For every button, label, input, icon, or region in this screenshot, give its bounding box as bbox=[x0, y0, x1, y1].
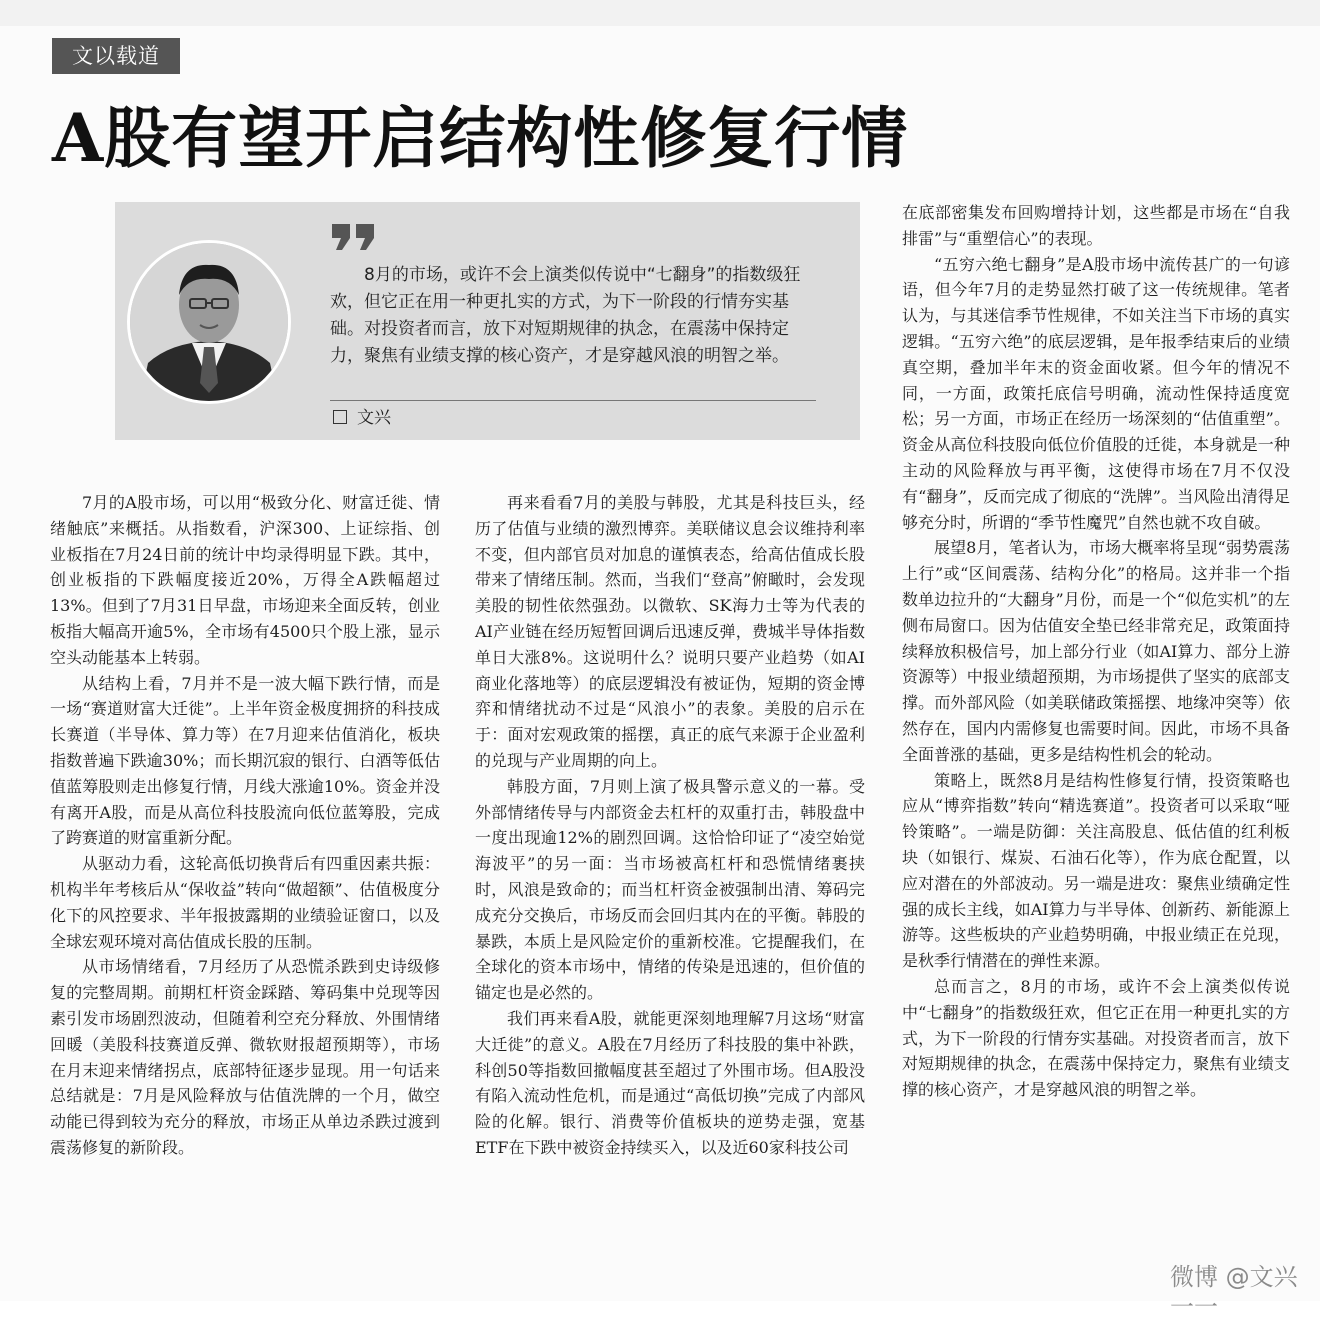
article-column-2 bbox=[475, 490, 865, 1161]
author-portrait bbox=[127, 240, 291, 404]
page-top-strip bbox=[0, 0, 1320, 26]
paragraph: 从市场情绪看，7月经历了从恐慌杀跌到史诗级修复的完整周期。前期杠杆资金踩踏、筹码集中兑现等因素引发市场剧烈波动，但随着利空充分释放、外围情绪回暖（美股科技赛道反弹、微软财报超预期等），市场在月末迎来情绪拐点，底部特征逐步显现。用一句话来总结就是：7月是风险释放与估值洗牌的一个月，做空动能已得到较为充分的释放，市场正从单边杀跌过渡到震荡修复的新阶段。 bbox=[50, 957, 440, 1157]
author-name: 文兴 bbox=[357, 408, 391, 428]
article-column-3 bbox=[902, 200, 1290, 1103]
article-column-1 bbox=[50, 490, 440, 1161]
author-byline bbox=[333, 405, 391, 431]
paragraph: 从驱动力看，这轮高低切换背后有四重因素共振：机构半年考核后从“保收益”转向“做超额”、估值极度分化下的风控要求、半年报披露期的业绩验证窗口，以及全球宏观环境对高估值成长股的压制。 bbox=[50, 854, 440, 951]
section-tag: 文以载道 bbox=[52, 38, 180, 74]
summary-divider bbox=[330, 400, 816, 401]
paragraph: 总而言之，8月的市场，或许不会上演类似传说中“七翻身”的指数级狂欢，但它正在用一种更扎实的方式，为下一阶段的行情夯实基础。对投资者而言，放下对短期规律的执念，在震荡中保持定力，聚焦有业绩支撑的核心资产，才是穿越风浪的明智之举。 bbox=[902, 976, 1290, 1100]
byline-box-icon bbox=[333, 410, 347, 424]
paragraph: 再来看看7月的美股与韩股，尤其是科技巨头，经历了估值与业绩的激烈博弈。美联储议息会议维持利率不变，但内部官员对加息的谨慎表态，给高估值成长股带来了情绪压制。然而，当我们“登高”俯瞰时，会发现美股的韧性依然强劲。以微软、SK海力士等为代表的AI产业链在经历短暂回调后迅速反弹，费城半导体指数单日大涨8%。这说明什么？说明只要产业趋势（如AI商业化落地等）的底层逻辑没有被证伪，短期的资金博弈和情绪扰动不过是“风浪小”的表象。美股的启示在于：面对宏观政策的摇摆，真正的底气来源于企业盈利的兑现与产业周期的向上。 bbox=[475, 493, 865, 770]
summary-box bbox=[115, 202, 860, 440]
summary-quote: 8月的市场，或许不会上演类似传说中“七翻身”的指数级狂欢，但它正在用一种更扎实的方式，为下一阶段的行情夯实基础。对投资者而言，放下对短期规律的执念，在震荡中保持定力，聚焦有业绩支撑的核心资产，才是穿越风浪的明智之举。 bbox=[330, 265, 801, 366]
paragraph: “五穷六绝七翻身”是A股市场中流传甚广的一句谚语，但今年7月的走势显然打破了这一传统规律。笔者认为，与其迷信季节性规律，不如关注当下市场的真实逻辑。“五穷六绝”的底层逻辑，是年报季结束后的业绩真空期，叠加半年末的资金面收紧。但今年的情况不同，一方面，政策托底信号明确，流动性保持适度宽松；另一方面，市场正在经历一场深刻的“估值重塑”。资金从高位科技股向低位价值股的迁徙，本身就是一种主动的风险释放与再平衡，这使得市场在7月不仅没有“翻身”，反而完成了彻底的“洗牌”。当风险出清得足够充分时，所谓的“季节性魔咒”自然也就不攻自破。 bbox=[902, 254, 1290, 532]
paragraph-continued: 在底部密集发布回购增持计划，这些都是市场在“自我排雷”与“重塑信心”的表现。 bbox=[902, 203, 1290, 248]
paragraph: 7月的A股市场，可以用“极致分化、财富迁徙、情绪触底”来概括。从指数看，沪深300、上证综指、创业板指在7月24日前的统计中均录得明显下跌。其中，创业板指的下跌幅度接近20%，万得全A跌幅超过13%。但到了7月31日早盘，市场迎来全面反转，创业板指大幅高开逾5%，全市场有4500只个股上涨，显示空头动能基本上转弱。 bbox=[50, 493, 440, 667]
paragraph: 策略上，既然8月是结构性修复行情，投资策略也应从“博弈指数”转向“精选赛道”。投资者可以采取“哑铃策略”。一端是防御：关注高股息、低估值的红利板块（如银行、煤炭、石油石化等），作为底仓配置，以应对潜在的外部波动。另一端是进攻：聚焦业绩确定性强的成长主线，如AI算力与半导体、创新药、新能源上游等。这些板块的产业趋势明确，中报业绩正在兑现，是秋季行情潜在的弹性来源。 bbox=[902, 770, 1290, 971]
paragraph: 我们再来看A股，就能更深刻地理解7月这场“财富大迁徙”的意义。A股在7月经历了科技股的集中补跌，科创50等指数回撤幅度甚至超过了外围市场。但A股没有陷入流动性危机，而是通过“高低切换”完成了内部风险的化解。银行、消费等价值板块的逆势走强，宽基ETF在下跌中被资金持续买入，以及近60家科技公司 bbox=[475, 1008, 865, 1157]
headline: A股有望开启结构性修复行情 bbox=[52, 99, 909, 177]
paragraph: 展望8月，笔者认为，市场大概率将呈现“弱势震荡上行”或“区间震荡、结构分化”的格局。这并非一个指数单边拉升的“大翻身”月份，而是一个“似危实机”的左侧布局窗口。因为估值安全垫已经非常充足，政策面持续释放积极信号，加上部分行业（如AI算力、部分上游资源等）中报业绩超预期，为市场提供了坚实的底部支撑。而外部风险（如美联储政策摇摆、地缘冲突等）依然存在，国内内需修复也需要时间。因此，市场不具备全面普涨的基础，更多是结构性机会的轮动。 bbox=[902, 538, 1290, 764]
weibo-watermark: 微博 @文兴一一 bbox=[1170, 1263, 1298, 1321]
quote-icon bbox=[330, 222, 376, 252]
paragraph: 从结构上看，7月并不是一波大幅下跌行情，而是一场“赛道财富大迁徙”。上半年资金极度拥挤的科技成长赛道（半导体、算力等）在7月迎来估值消化，板块指数普遍下跌逾30%；而长期沉寂的银行、白酒等低估值蓝筹股则走出修复行情，月线大涨逾10%。资金并没有离开A股，而是从高位科技股流向低位蓝筹股，完成了跨赛道的财富重新分配。 bbox=[50, 673, 440, 848]
paragraph: 韩股方面，7月则上演了极具警示意义的一幕。受外部情绪传导与内部资金去杠杆的双重打击，韩股盘中一度出现逾12%的剧烈回调。这恰恰印证了“凌空始觉海波平”的另一面：当市场被高杠杆和恐慌情绪裹挟时，风浪是致命的；而当杠杆资金被强制出清、筹码完成充分交换后，市场反而会回归其内在的平衡。韩股的暴跌，本质上是风险定价的重新校准。它提醒我们，在全球化的资本市场中，情绪的传染是迅速的，但价值的锚定也是必然的。 bbox=[475, 776, 865, 1003]
author-portrait-image bbox=[130, 243, 288, 401]
